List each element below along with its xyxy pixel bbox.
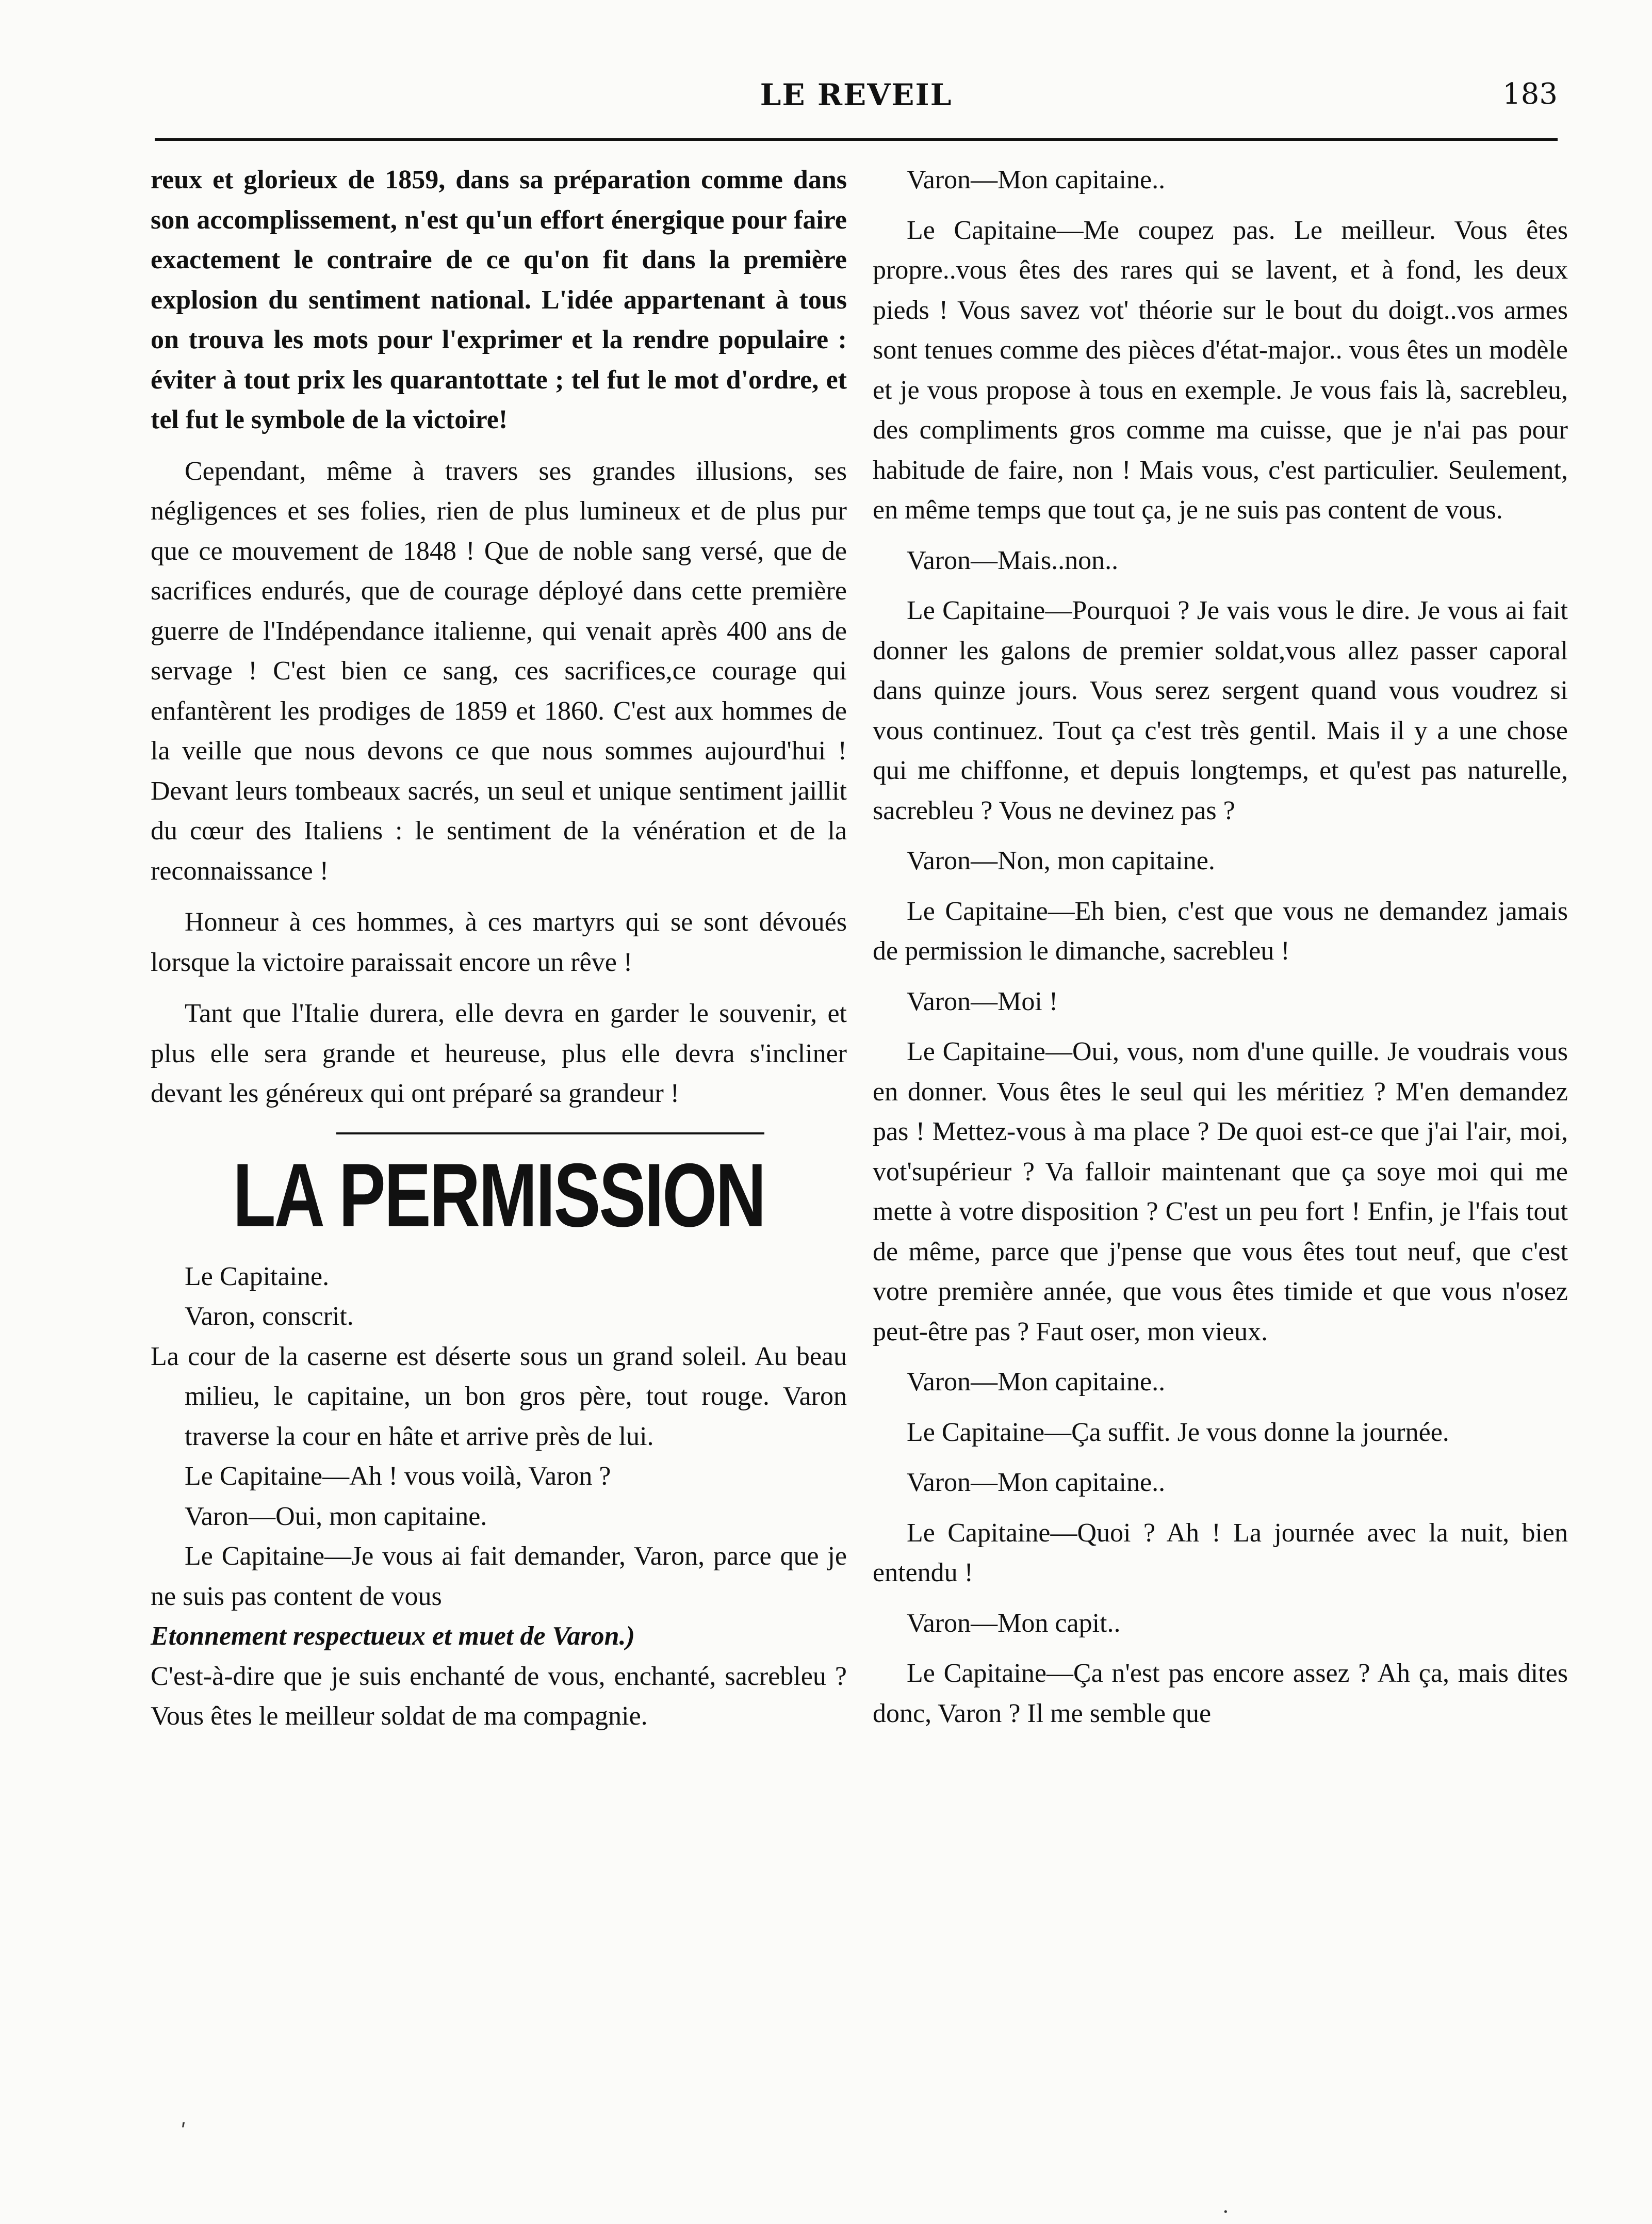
dialogue-line: Le Capitaine—Ça n'est pas encore assez ? Ah ça, mais dites donc, Varon ? Il me semble que bbox=[873, 1659, 1568, 1728]
dialogue-line: Varon—Moi ! bbox=[907, 986, 1058, 1016]
journal-title: LE REVEIL bbox=[760, 77, 953, 112]
right-column bbox=[873, 160, 1568, 1733]
dialogue-line: Le Capitaine—Pourquoi ? Je vais vous le dire. Je vous ai fait donner les galons de premier soldat,vous allez passer caporal dans quinze jours. Vous serez sergent quand vous voudrez si vous continuez. Tout ça c'est très gentil. Mais il y a une chose qui me chiffonne, et depuis longtemps, et qu'est pas naturelle, sacrebleu ? Vous ne devinez pas ? bbox=[873, 596, 1568, 825]
stage-direction: La cour de la caserne est déserte sous un grand soleil. Au beau milieu, le capitaine, un bon gros père, tout rouge. Varon traverse la cour en hâte et arrive près de lui. bbox=[151, 1341, 847, 1451]
paragraph: reux et glorieux de 1859, dans sa préparation comme dans son accomplissement, n'est qu'un effort énergique pour faire exactement le contraire de ce qu'on fit dans la première explosion du sentiment national. L'idée appartenant à tous on trouva les mots pour l'exprimer et la rendre populaire : éviter à tout prix les quarantottate ; tel fut le mot d'ordre, et tel fut le symbole de la victoire! bbox=[151, 165, 847, 434]
header-rule bbox=[155, 138, 1558, 141]
print-speck: · bbox=[1222, 2200, 1229, 2224]
print-speck: ʹ bbox=[181, 2120, 187, 2144]
dialogue-line: Le Capitaine—Je vous ai fait demander, Varon, parce que je ne suis pas content de vous bbox=[151, 1541, 847, 1611]
cast-list bbox=[151, 1257, 847, 1337]
dialogue-line: Varon—Mon capitaine.. bbox=[907, 1468, 1166, 1497]
paragraph: Honneur à ces hommes, à ces martyrs qui se sont dévoués lorsque la victoire paraissait encore un rêve ! bbox=[151, 907, 847, 977]
section-divider bbox=[336, 1132, 764, 1134]
cast-item: Le Capitaine. bbox=[185, 1261, 330, 1291]
dialogue-line: Varon—Mon capitaine.. bbox=[907, 165, 1166, 194]
paragraph: Cependant, même à travers ses grandes illusions, ses négligences et ses folies, rien de plus lumineux et de plus pur que ce mouvement de 1848 ! Que de noble sang versé, que de sacrifices endurés, que de courage déployé dans cette première guerre de l'Indépendance italienne, qui venait après 400 ans de servage ! C'est bien ce sang, ces sacrifices,ce courage qui enfantèrent les prodiges de 1859 et 1860. C'est aux hommes de la veille que nous devons ce que nous sommes aujourd'hui ! Devant leurs tombeaux sacrés, un seul et unique sentiment jaillit du cœur des Italiens : le sentiment de la vénération et de la reconnaissance ! bbox=[151, 456, 847, 886]
dialogue-line: Varon—Mon capit.. bbox=[907, 1608, 1121, 1638]
dialogue-line: Le Capitaine—Quoi ? Ah ! La journée avec la nuit, bien entendu ! bbox=[873, 1518, 1568, 1587]
dialogue-line: Le Capitaine—Ah ! vous voilà, Varon ? bbox=[185, 1462, 611, 1491]
left-column bbox=[151, 160, 847, 1736]
dialogue-continuation: C'est-à-dire que je suis enchanté de vous, enchanté, sacrebleu ? Vous êtes le meilleur soldat de ma compagnie. bbox=[151, 1661, 847, 1731]
dialogue-line: Le Capitaine—Oui, vous, nom d'une quille. Je voudrais vous en donner. Vous êtes le seul qui les méritiez ? M'en demandez pas ! Mettez-vous à ma place ? De quoi est-ce que j'ai l'air, moi, vot'supérieur ? Va falloir maintenant que ça soye moi qui me mette à votre disposition ? C'est un peu fort ! Enfin, je l'fais tout de même, parce que j'pense que vous êtes tout neuf, que c'est votre première année, que vous êtes timide et que vous n'osez peut-être pas ? Faut oser, mon vieux. bbox=[873, 1037, 1568, 1346]
dialogue-line: Varon—Oui, mon capitaine. bbox=[185, 1501, 487, 1531]
dialogue-line: Varon—Mon capitaine.. bbox=[907, 1367, 1166, 1397]
paragraph: Tant que l'Italie durera, elle devra en garder le souvenir, et plus elle sera grande et heureuse, plus elle devra s'incliner devant les généreux qui ont préparé sa grandeur ! bbox=[151, 999, 847, 1108]
page-number: 183 bbox=[1502, 77, 1558, 111]
section-title: LA PERMISSION bbox=[233, 1145, 765, 1246]
running-head bbox=[155, 77, 1558, 124]
dialogue-line: Varon—Non, mon capitaine. bbox=[907, 846, 1215, 875]
dialogue-line: Le Capitaine—Ça suffit. Je vous donne la journée. bbox=[907, 1417, 1449, 1447]
dialogue-line: Le Capitaine—Eh bien, c'est que vous ne demandez jamais de permission le dimanche, sacrebleu ! bbox=[873, 896, 1568, 966]
cast-item: Varon, conscrit. bbox=[185, 1302, 354, 1331]
dialogue-line: Le Capitaine—Me coupez pas. Le meilleur. Vous êtes propre..vous êtes des rares qui se lavent, et à fond, les deux pieds ! Vous savez vot' théorie sur le bout du doigt..vos armes sont tenues comme des pièces d'état-major.. vous êtes un modèle et je vous propose à tous en exemple. Je vous fais là, sacrebleu, des compliments gros comme ma cuisse, que je n'ai pas pour habitude de faire, non ! Mais vous, c'est particulier. Seulement, en même temps que tout ça, je ne suis pas content de vous. bbox=[873, 215, 1568, 525]
dialogue-line: Varon—Mais..non.. bbox=[907, 545, 1119, 575]
stage-note: Etonnement respectueux et muet de Varon.) bbox=[151, 1621, 635, 1651]
